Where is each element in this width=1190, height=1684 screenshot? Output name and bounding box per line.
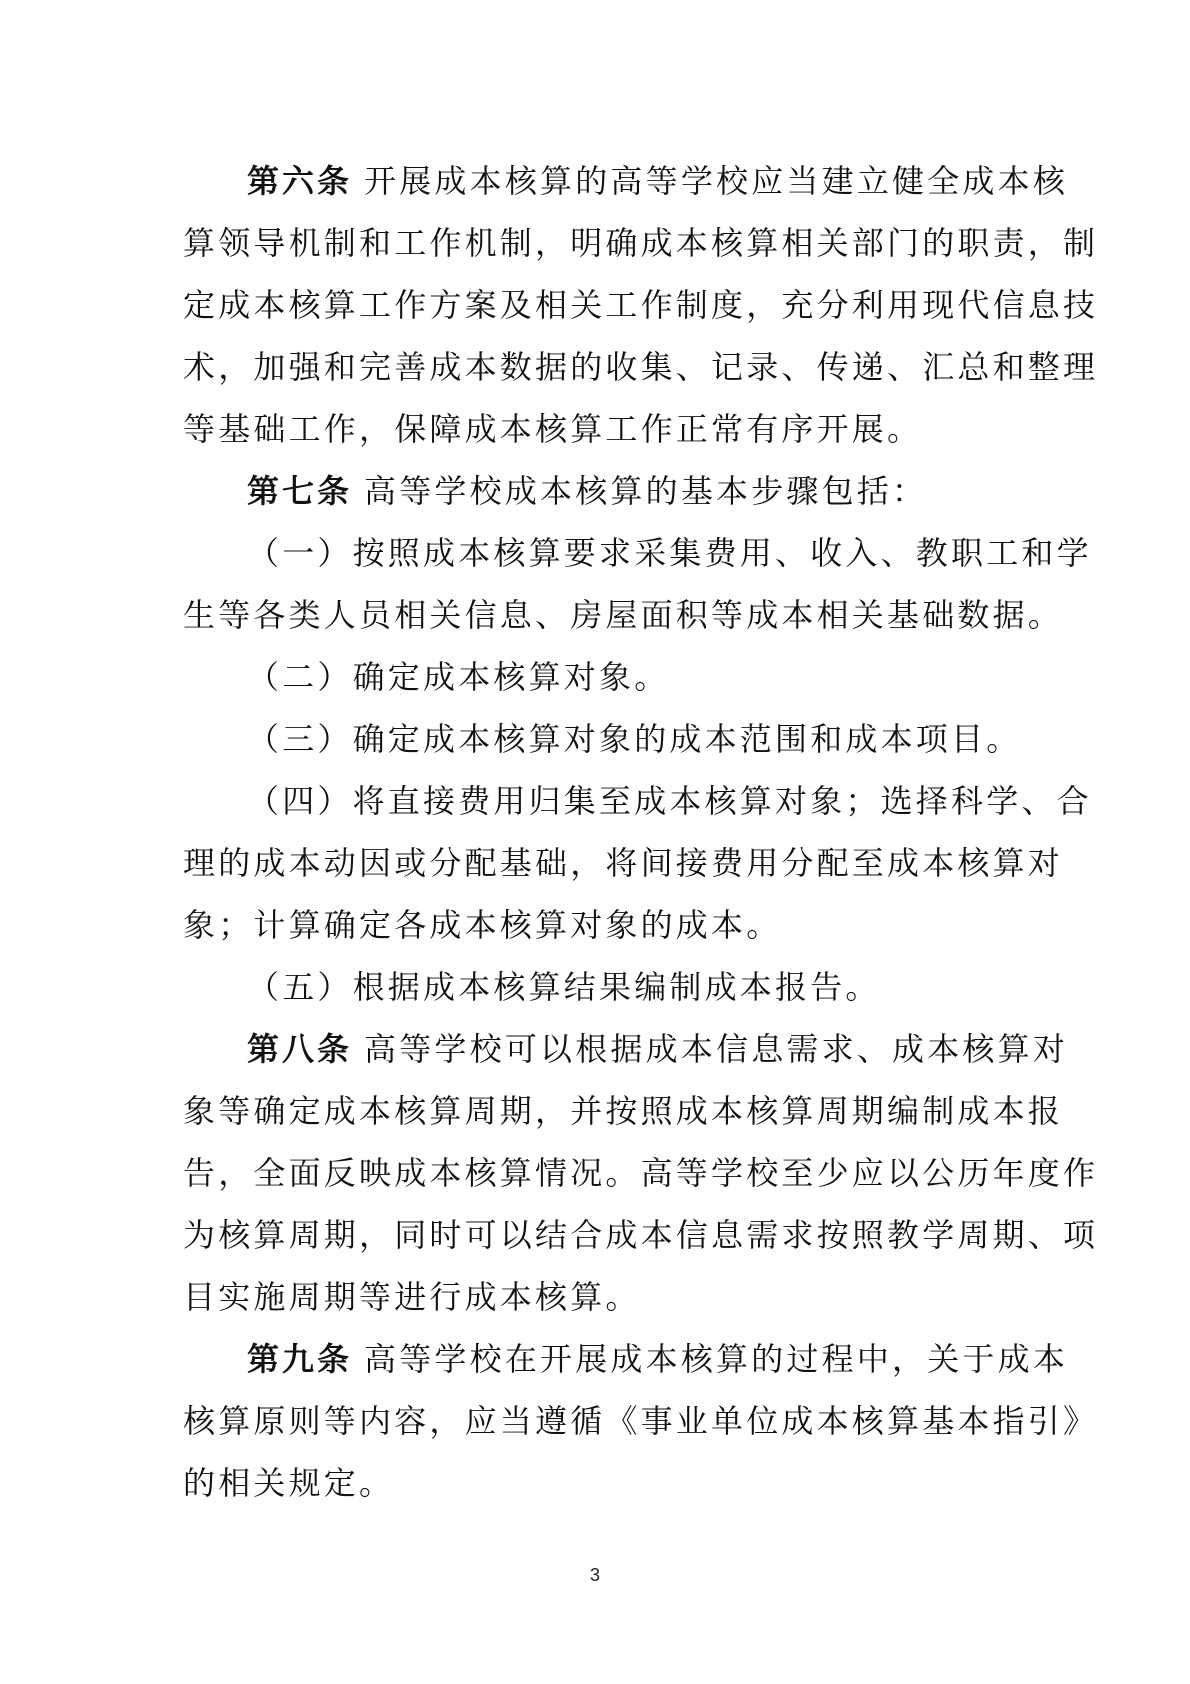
step-line: （一）按照成本核算要求采集费用、收入、教职工和学 <box>247 534 1092 572</box>
step-line: （四）将直接费用归集至成本核算对象；选择科学、合 <box>247 782 1092 820</box>
step-line: 生等各类人员相关信息、房屋面积等成本相关基础数据。 <box>183 596 1064 634</box>
document-body <box>183 150 1099 1514</box>
article-6-line: 等基础工作，保障成本核算工作正常有序开展。 <box>183 410 923 448</box>
step-item-5 <box>183 956 1003 1018</box>
article-6-line: 术，加强和完善成本数据的收集、记录、传递、汇总和整理 <box>183 348 1099 386</box>
step-line: 象；计算确定各成本核算对象的成本。 <box>183 906 782 944</box>
step-line: （三）确定成本核算对象的成本范围和成本项目。 <box>247 720 1022 758</box>
article-6-line: 算领导机制和工作机制，明确成本核算相关部门的职责，制 <box>183 224 1099 262</box>
page-number: 3 <box>589 1565 600 1585</box>
article-8-heading: 第八条 <box>247 1030 353 1068</box>
article-8 <box>183 1018 1099 1328</box>
article-8-line: 告，全面反映成本核算情况。高等学校至少应以公历年度作 <box>183 1154 1099 1192</box>
article-6-heading: 第六条 <box>247 162 353 200</box>
article-8-line: 为核算周期，同时可以结合成本信息需求按照教学周期、项 <box>183 1216 1099 1254</box>
step-item-2 <box>183 646 1003 708</box>
article-9-heading: 第九条 <box>247 1340 353 1378</box>
article-9 <box>183 1328 1099 1514</box>
step-line: 理的成本动因或分配基础，将间接费用分配至成本核算对 <box>183 844 1064 882</box>
article-6-line <box>183 150 1069 212</box>
article-7-line <box>183 460 1003 522</box>
article-6-line: 定成本核算工作方案及相关工作制度，充分利用现代信息技 <box>183 286 1099 324</box>
article-7-heading: 第七条 <box>247 472 353 510</box>
article-7 <box>183 460 1092 1018</box>
step-item-4 <box>183 770 1092 956</box>
article-9-line: 的相关规定。 <box>183 1464 395 1502</box>
article-8-line: 象等确定成本核算周期，并按照成本核算周期编制成本报 <box>183 1092 1064 1130</box>
step-item-3 <box>183 708 1022 770</box>
article-7-text: 高等学校成本核算的基本步骤包括： <box>364 472 928 510</box>
article-6-text: 开展成本核算的高等学校应当建立健全成本核 <box>364 162 1069 200</box>
article-9-line <box>183 1328 1069 1390</box>
article-8-text: 高等学校可以根据成本信息需求、成本核算对 <box>364 1030 1069 1068</box>
article-6 <box>183 150 1099 460</box>
step-line: （五）根据成本核算结果编制成本报告。 <box>247 968 881 1006</box>
step-item-1 <box>183 522 1092 646</box>
article-8-line <box>183 1018 1069 1080</box>
article-9-line: 核算原则等内容，应当遵循《事业单位成本核算基本指引》 <box>183 1402 1099 1440</box>
article-9-text: 高等学校在开展成本核算的过程中，关于成本 <box>364 1340 1069 1378</box>
article-8-line: 目实施周期等进行成本核算。 <box>183 1278 641 1316</box>
step-line: （二）确定成本核算对象。 <box>247 658 670 696</box>
